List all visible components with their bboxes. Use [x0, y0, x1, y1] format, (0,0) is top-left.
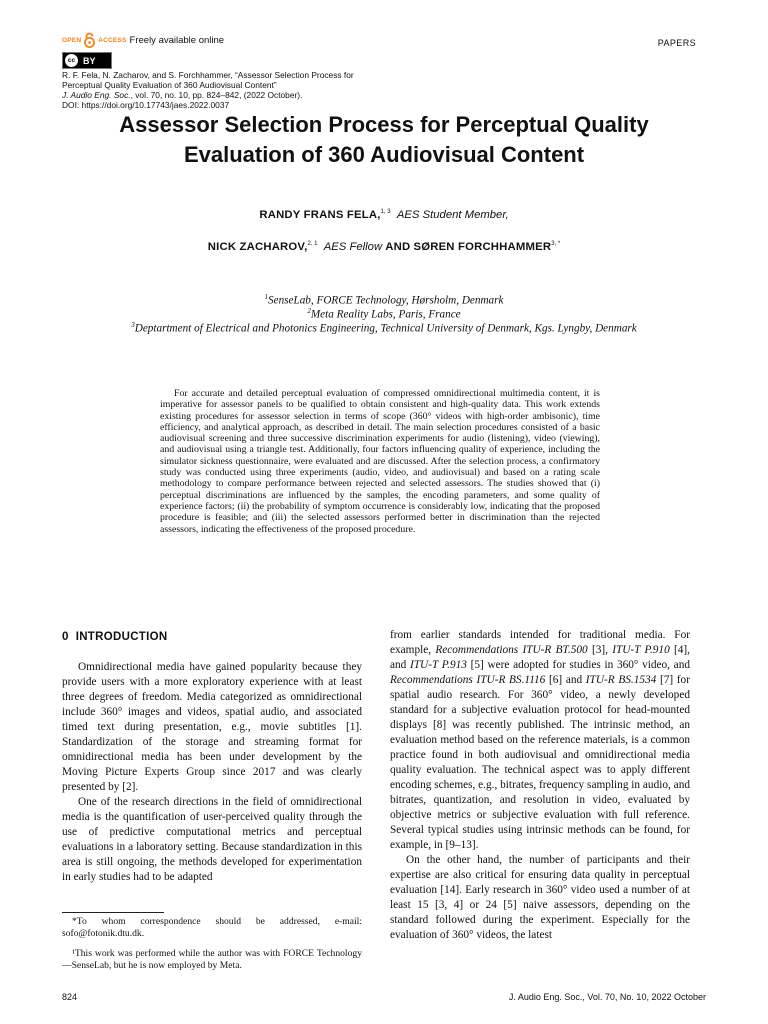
- standard-reference: ITU-R BS.1534: [585, 674, 657, 686]
- author-name-fela: RANDY FRANS FELA,: [259, 209, 381, 221]
- standard-reference: ITU-T P.910: [612, 644, 670, 656]
- affiliation-2-text: Meta Reality Labs, Paris, France: [310, 308, 461, 321]
- citation-line-1: R. F. Fela, N. Zacharov, and S. Forchhammer, “Assessor Selection Process for: [62, 70, 354, 80]
- affiliation-3-number: 3: [131, 321, 135, 329]
- text-run: [4], and: [390, 644, 690, 671]
- oa-access-text: ACCESS: [98, 36, 127, 44]
- footnote-correspondence: [62, 916, 362, 939]
- page-number: 824: [62, 992, 78, 1002]
- citation-volume: , vol. 70, no. 10, pp. 824–842, (2022 October).: [130, 90, 303, 100]
- affiliation-2-number: 2: [307, 307, 311, 315]
- text-run: [7] for spatial audio research. For 360° video, a newly developed standard for a subjective evaluation protocol for head-mounted displays [8] was recently published. The intrinsic method, an evaluation method based on the reference materials, is a common practice found in both audiovisual and omnidirectional media quality evaluation. The technical aspect was to apply different encoding schemes, e.g., bitrates, frequency sampling in audio, and bitrates, quantization, and resolution in video, evaluated by objective metrics or subjective evaluation with full reference. Several typical studies using intrinsic methods can be found, for example, in [9–13].: [390, 674, 690, 851]
- paragraph: On the other hand, the number of participants and their expertise are also critical for ensuring data quality in perceptual evaluation [14]. Early research in 360° video used a number of at least 15 [3, 4] or 24 [5] naive assessors, depending on the standard followed during the experiment. Especially for the evaluation of 360° videos, the latest: [390, 854, 690, 941]
- author-name-forchhammer: SØREN FORCHHAMMER: [413, 241, 552, 253]
- open-access-lock-icon: [83, 32, 96, 48]
- body-column-left: [62, 660, 362, 885]
- paragraph: [390, 628, 690, 853]
- standard-reference: Recommendations ITU-R BS.1116: [390, 674, 546, 686]
- open-access-badge: [62, 32, 224, 48]
- author-affil-forchhammer: 3, *: [551, 241, 561, 248]
- text-run: from earlier standards intended for traditional media. For example,: [390, 629, 690, 656]
- affiliation-3: [40, 318, 728, 337]
- citation-doi[interactable]: DOI: https://doi.org/10.17743/jaes.2022.0037: [62, 100, 230, 110]
- footnote-divider: [62, 912, 164, 913]
- author-affil-fela: 1, 3: [380, 209, 391, 216]
- cc-by-license-badge[interactable]: [62, 52, 112, 69]
- citation-block: [62, 70, 422, 110]
- freely-available-text: Freely available online: [129, 34, 225, 46]
- title-line-2: Evaluation of 360 Audiovisual Content: [183, 142, 585, 167]
- section-label: PAPERS: [657, 38, 696, 48]
- abstract: For accurate and detailed perceptual evaluation of compressed omnidirectional multimedia content, it is imperative for assessor panels to be qualified to obtain consistent and high-quality data. This work extends existing procedures for assessor selection in terms of scope (360° videos with high-order ambisonic), time efficiency, and analytical approach, as described in detail. The main selection procedures consisted of a basic audiovisual screening and three successive discrimination experiments for audio (listening), video (viewing), and audiovisual using a triangle test. Additionally, four factors influencing quality of experience, including the simulator sickness questionnaire, were evaluated and are discussed. After the selection process, a confirmatory study was conducted using three experiments (audio, video, and audiovisual) and based on a rating scale methodology to compare performance between rejected and selected assessors. The studies showed that (i) perceptual discriminations are influenced by the samples, the encoding parameters, and some quality of experience factors; (ii) the probability of symptom occurrence is considerably low, indicating that the proposed procedure is feasible; and (iii) the selected assessors performed better in discrimination than the rejected assessors, indicating the effectiveness of the proposed procedure.: [160, 388, 600, 535]
- text-run: [6] and: [545, 674, 586, 686]
- paper-title: [40, 110, 728, 170]
- author-name-zacharov: NICK ZACHAROV,: [207, 241, 308, 253]
- author-line-2: [40, 241, 728, 253]
- oa-open-text: OPEN: [62, 36, 82, 44]
- text-run: [5] were adopted for studies in 360° video, and: [466, 659, 690, 671]
- section-number: 0: [62, 631, 69, 643]
- affiliation-1-number: 1: [264, 293, 269, 301]
- text-run: [3],: [587, 644, 613, 656]
- journal-footer: J. Audio Eng. Soc., Vol. 70, No. 10, 2022 October: [508, 992, 706, 1002]
- author-role-zacharov: AES Fellow: [323, 241, 383, 253]
- author-role-fela: AES Student Member,: [396, 209, 509, 221]
- section-title: INTRODUCTION: [75, 631, 168, 643]
- citation-line-3: [62, 90, 422, 100]
- author-affil-zacharov: 2, 1: [307, 241, 318, 248]
- author-line-1: [40, 209, 728, 221]
- body-column-right: [390, 628, 690, 943]
- author-and: AND: [385, 241, 411, 253]
- license-by-text: BY: [83, 55, 96, 66]
- paragraph: Omnidirectional media have gained popularity because they provide users with a more exploratory experience with at least three degrees of freedom. Media categorized as omnidirectional include 360° images and videos, spatial audio, and associated timed text during presentation, e.g., movie subtitles [1]. Standardization of the storage and streaming format for omnidirectional media has been under development by the Moving Picture Experts Group since 2017 and was clearly presented by [2].: [62, 661, 362, 793]
- citation-journal: J. Audio Eng. Soc.: [62, 90, 131, 100]
- affiliation-3-text: Deptartment of Electrical and Photonics Engineering, Technical University of Denmark, Kgs. Lyngby, Denmark: [134, 322, 637, 335]
- affiliation-1-text: SenseLab, FORCE Technology, Hørsholm, Denmark: [268, 294, 504, 307]
- title-line-1: Assessor Selection Process for Perceptual Quality: [119, 112, 649, 137]
- footnote-employment: [62, 948, 362, 971]
- footnote-text: ¹This work was performed while the author was with FORCE Technology—SenseLab, but he is now employed by Meta.: [62, 948, 362, 971]
- standard-reference: Recommendations ITU-R BT.500: [435, 644, 588, 656]
- section-heading-introduction: [62, 631, 167, 643]
- footnote-text: *To whom correspondence should be addressed, e-mail: sofo@fotonik.dtu.dk.: [62, 916, 362, 939]
- standard-reference: ITU-T P.913: [410, 659, 467, 671]
- citation-line-2: Perceptual Quality Evaluation of 360 Audiovisual Content”: [62, 80, 277, 90]
- paragraph: One of the research directions in the field of omnidirectional media is the quantification of user-perceived quality through the use of predictive computational metrics and perceptual evaluations in a laboratory setting. Because standardization in this area is still ongoing, the methods developed for experimentation in early studies had to be adapted: [62, 796, 362, 883]
- creative-commons-icon: cc: [65, 54, 78, 67]
